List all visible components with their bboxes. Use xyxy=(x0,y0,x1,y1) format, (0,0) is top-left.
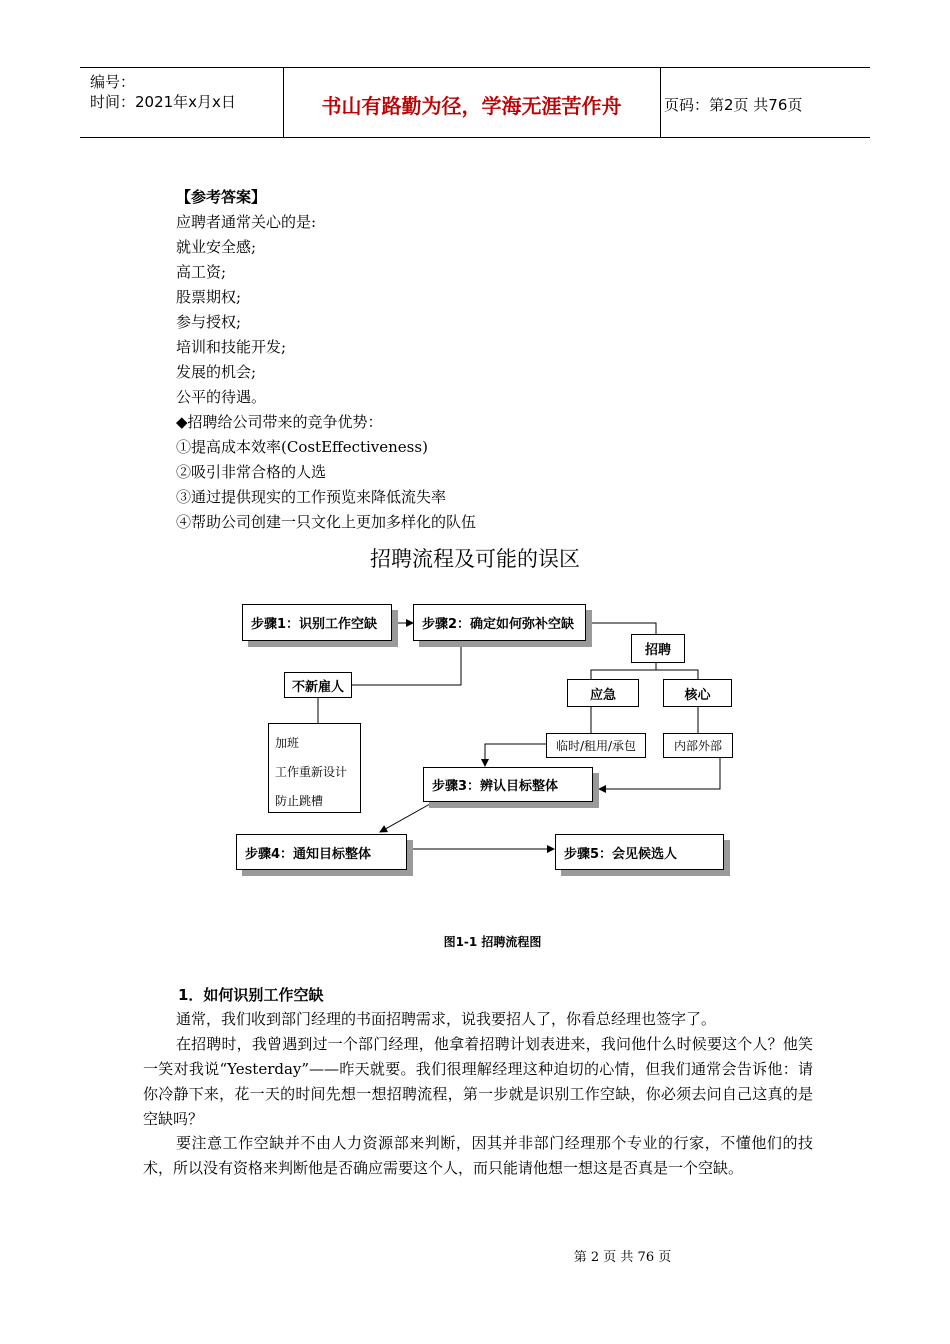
paragraph: 在招聘时，我曾遇到过一个部门经理，他拿着招聘计划表进来，我问他什么时候要这个人？他笑一笑对我说“Yesterday”——昨天就要。我们很理解经理这种迫切的心情，但我们通常会告诉他：请你冷静下来，花一天的时间先想一想招聘流程，第一步就是识别工作空缺，你必须去问自己这真的是空缺吗？ xyxy=(143,1035,813,1128)
arrow-step3-step4 xyxy=(380,804,430,832)
answers-heading: 【参考答案】 xyxy=(176,188,267,206)
page-header xyxy=(80,67,870,138)
core-box: 核心 xyxy=(663,679,732,707)
line-recruit-core xyxy=(656,670,698,679)
step3-box: 步骤3：辨认目标整体 xyxy=(423,767,593,802)
no-hire-options xyxy=(268,723,361,813)
option-job-redesign: 工作重新设计 xyxy=(275,765,348,779)
list-item: 就业安全感; xyxy=(176,238,257,256)
header-divider xyxy=(660,68,661,137)
list-item: ④帮助公司创建一只文化上更加多样化的队伍 xyxy=(176,513,477,531)
recruit-box: 招聘 xyxy=(631,634,685,663)
step4-box: 步骤4：通知目标整体 xyxy=(236,834,407,870)
internal-external-box: 内部外部 xyxy=(663,733,733,758)
list-item: 发展的机会; xyxy=(176,363,257,381)
temp-box: 临时/租用/承包 xyxy=(546,733,646,758)
list-item: ②吸引非常合格的人选 xyxy=(176,463,327,481)
list-item: 高工资; xyxy=(176,263,227,281)
step1-box: 步骤1：识别工作空缺 xyxy=(242,604,392,641)
figure-caption: 图1-1 招聘流程图 xyxy=(443,935,542,949)
line-step2-nohire xyxy=(352,643,461,685)
emergency-box: 应急 xyxy=(567,679,639,707)
section-title: 1．如何识别工作空缺 xyxy=(178,986,324,1004)
arrow-internal-step3 xyxy=(599,758,720,789)
reference-answers xyxy=(176,185,476,535)
list-item: ①提高成本效率(CostEffectiveness) xyxy=(176,438,428,456)
line-step2-recruit xyxy=(586,623,656,634)
list-item: 培训和技能开发; xyxy=(176,338,287,356)
page-footer: 第 2 页 共 76 页 xyxy=(573,1250,672,1265)
no-hire-box: 不新雇人 xyxy=(284,672,352,698)
paragraph: 通常，我们收到部门经理的书面招聘需求，说我要招人了，你看总经理也签字了。 xyxy=(176,1010,717,1028)
flowchart-title: 招聘流程及可能的误区 xyxy=(370,547,580,571)
arrow-temp-step3 xyxy=(485,744,546,766)
header-meta xyxy=(90,72,236,112)
list-item: 股票期权; xyxy=(176,288,242,306)
header-motto: 书山有路勤为径，学海无涯苦作舟 xyxy=(321,94,622,118)
answers-intro: 应聘者通常关心的是: xyxy=(176,213,317,231)
list-item: ③通过提供现实的工作预览来降低流失率 xyxy=(176,488,447,506)
header-page-info: 页码：第2页 共76页 xyxy=(664,96,803,114)
advantages-heading: ◆招聘给公司带来的竞争优势： xyxy=(176,413,383,431)
line-recruit-emergency xyxy=(591,663,656,679)
paragraph: 要注意工作空缺并不由人力资源部来判断，因其并非部门经理那个专业的行家，不懂他们的技术，所以没有资格来判断他是否确应需要这个人，而只能请他想一想这是否真是一个空缺。 xyxy=(143,1134,813,1177)
option-overtime: 加班 xyxy=(275,736,300,750)
list-item: 公平的待遇。 xyxy=(176,388,267,406)
step5-box: 步骤5：会见候选人 xyxy=(555,834,724,870)
date-label: 时间：2021年x月x日 xyxy=(90,93,236,111)
number-label: 编号： xyxy=(90,73,136,91)
list-item: 参与授权; xyxy=(176,313,242,331)
option-retention: 防止跳槽 xyxy=(275,794,324,808)
step2-box: 步骤2：确定如何弥补空缺 xyxy=(413,604,586,641)
